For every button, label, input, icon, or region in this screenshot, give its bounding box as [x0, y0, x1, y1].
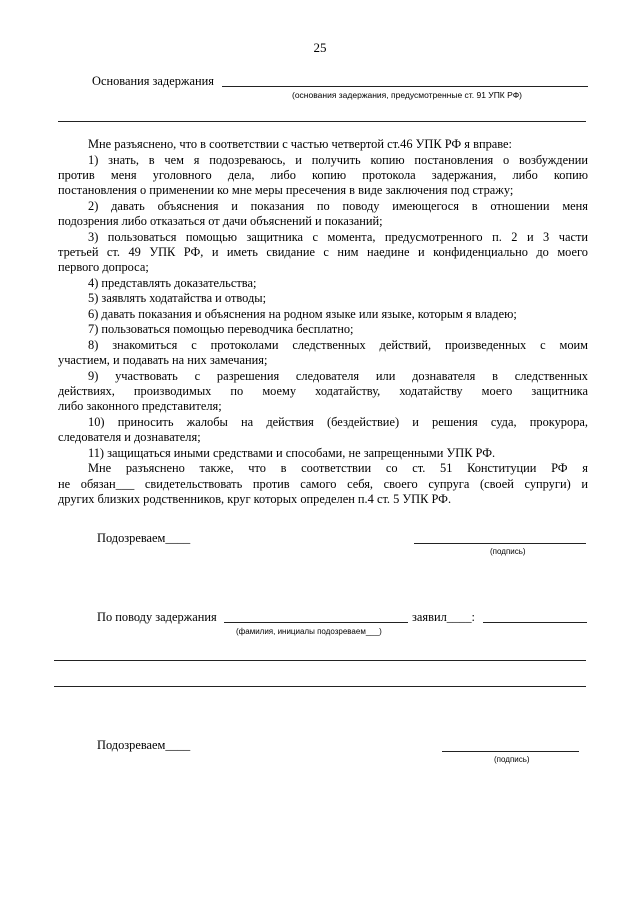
rights-line: участием, и подавать на них замечания; — [58, 353, 268, 367]
rights-line: 9) участвовать с разрешения следователя или дознавателя в следственных — [88, 369, 588, 383]
suspect-label-2: Подозреваем____ — [97, 738, 191, 752]
suspect-name-field-line[interactable] — [224, 622, 408, 623]
rights-line: 10) приносить жалобы на действия (бездействие) и решения суда, прокурора, — [88, 415, 588, 429]
rights-line: Мне разъяснено также, что в соответствии со ст. 51 Конституции РФ я — [88, 461, 588, 475]
rights-line: против меня уголовного дела, либо копию протокола задержания, либо копию — [58, 168, 588, 182]
rights-line: 2) давать объяснения и показания по поводу имеющегося в отношении меня — [88, 199, 588, 213]
rights-line: первого допроса; — [58, 260, 149, 274]
grounds-field-line[interactable] — [222, 86, 588, 87]
rights-line: третьей ст. 49 УПК РФ, и иметь свидание с ним наедине и конфиденциально до моего — [58, 245, 588, 259]
page-number: 25 — [313, 40, 327, 55]
suspect-label-1: Подозреваем____ — [97, 531, 191, 545]
rights-line: 5) заявлять ходатайства и отводы; — [88, 291, 267, 305]
rights-line: 1) знать, в чем я подозреваюсь, и получить копию постановления о возбуждении — [88, 153, 588, 167]
grounds-caption: (основания задержания, предусмотренные ст. 91 УПК РФ) — [292, 90, 522, 100]
rights-line: подозрения либо отказаться от дачи объяснений и показаний; — [58, 214, 383, 228]
statement-continuation-line-2[interactable] — [54, 686, 586, 687]
rights-line: следователя и дознавателя; — [58, 430, 201, 444]
signature-caption-1: (подпись) — [490, 547, 526, 556]
rights-intro: Мне разъяснено, что в соответствии с частью четвертой ст.46 УПК РФ я вправе: — [88, 137, 513, 151]
rights-line: 6) давать показания и объяснения на родном языке или языке, которым я владею; — [88, 307, 517, 321]
rights-line: действиях, производимых по моему ходатайству, ходатайству моего защитника — [58, 384, 588, 398]
statement-field-line[interactable] — [483, 622, 587, 623]
grounds-continuation-line[interactable] — [58, 121, 586, 122]
rights-line: 8) знакомиться с протоколами следственных действий, произведенных с моим — [88, 338, 588, 352]
rights-line: 4) представлять доказательства; — [88, 276, 257, 290]
signature-caption-2: (подпись) — [494, 755, 530, 764]
rights-line: постановления о применении ко мне меры пресечения в виде заключения под стражу; — [58, 183, 514, 197]
detention-statement-label: По поводу задержания — [97, 610, 217, 624]
rights-line: 7) пользоваться помощью переводчика бесплатно; — [88, 322, 354, 336]
statement-continuation-line-1[interactable] — [54, 660, 586, 661]
grounds-label: Основания задержания — [92, 74, 214, 88]
rights-line: 3) пользоваться помощью защитника с момента, предусмотренного п. 2 и 3 части — [88, 230, 588, 244]
rights-line: 11) защищаться иными средствами и способами, не запрещенными УПК РФ. — [88, 446, 496, 460]
rights-line: не обязан___ свидетельствовать против самого себя, своего супруга (своей супруги) и — [58, 477, 588, 491]
name-caption: (фамилия, инициалы подозреваем___) — [236, 627, 382, 636]
signature-line-2[interactable] — [442, 751, 579, 752]
stated-label: заявил____: — [412, 610, 475, 624]
rights-line: либо законного представителя; — [58, 399, 222, 413]
signature-line-1[interactable] — [414, 543, 586, 544]
rights-line: других близких родственников, круг которых определен п.4 ст. 5 УПК РФ. — [58, 492, 452, 506]
